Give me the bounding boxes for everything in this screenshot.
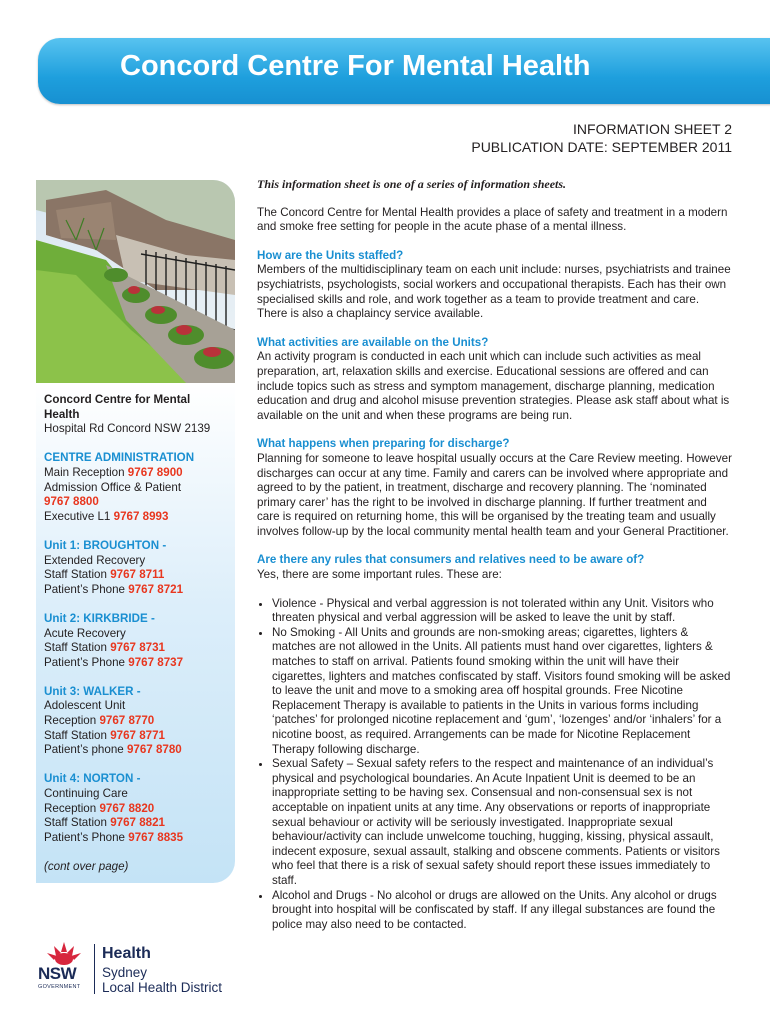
contact-line: Staff Station 9767 8821 (44, 816, 165, 830)
phone-number: 9767 8711 (110, 568, 165, 582)
publication-date: PUBLICATION DATE: SEPTEMBER 2011 (471, 139, 732, 155)
contact-line: Reception 9767 8820 (44, 801, 155, 815)
garden-illustration (36, 180, 235, 383)
contact-line: Reception 9767 8770 (44, 714, 155, 728)
phone-number: 9767 8800 (44, 495, 99, 509)
intro-paragraph: The Concord Centre for Mental Health provides a place of safety and treatment in a modern and smoke free setting for people in the acute phase of a mental illness. (257, 205, 728, 234)
contact-line: Staff Station 9767 8711 (44, 568, 165, 582)
section-text: An activity program is conducted in each unit which can include such activities as meal preparation, art, relaxation skills and exercise. Educational sessions are offered and can include topics such as stress and symptom management, discharge planning, medication education and drug and alcohol misuse prevention strategies. Please ask staff about what is available on the unit and when these programs are being run. (257, 350, 730, 422)
phone-number: 9767 8900 (127, 465, 183, 479)
phone-number: 9767 8731 (110, 641, 165, 655)
list-item: • Sexual Safety – Sexual safety refers to the respect and maintenance of an individual’s physical and psychological boundaries. An Acute Inpatient Unit is deemed to be an inappropriate setting to be having sex. Consensual and non-consensual sex is not acceptable on inpatient units at any time. Any observations or reports of inappropriate sexual behaviour or activity will be seriously investigated. Inappropriate sexual behaviour/activity can include unwelcome touching, hugging, kissing, physical assault, indecent exposure, sexual assault, stalking and obscene comments. Patients or visitors who feel that there is a risk of sexual safety should report these issues immediately to staff. (272, 757, 732, 888)
unit-type: Extended Recovery (44, 553, 146, 567)
rules-list (257, 597, 732, 933)
list-item: • Alcohol and Drugs - No alcohol or drugs are allowed on the Units. Any alcohol or drugs brought into hospital will be confiscated by staff. If any illegal substances are found the police may also need to be contacted. (272, 889, 732, 933)
waratah-icon (44, 940, 84, 966)
unit-heading: Unit 4: NORTON (44, 772, 134, 786)
section-heading: What happens when preparing for discharge? (257, 437, 510, 451)
logo-government: GOVERNMENT (38, 984, 81, 990)
section-heading: What activities are available on the Units? (257, 335, 489, 349)
logo-district-line1: Sydney (102, 965, 148, 980)
contact-line: Patient’s Phone 9767 8721 (44, 582, 184, 596)
contact-line: Patient’s Phone 9767 8835 (44, 830, 184, 844)
main-content (257, 177, 732, 932)
phone-number: 9767 8821 (110, 816, 165, 830)
contact-sidebar: Concord Centre for Mental Health Hospital Rd Concord NSW 2139 CENTRE ADMINISTRATION Main Reception 9767 8900 Admission Office & Patient 9767 8800 Executive L1 9767 8993 Unit 1: BROUGHTON - Extended Recovery Staff Station 9767 8711 Patient’s Phone 9767 8721 Unit 2: KIRKBRIDE - Acute Recovery Staff Station 9767 8731 Patient’s Phone 9767 8737 Unit 3: WALKER - Adolescent Unit Reception 9767 8770 Staff Station 9767 8771 Patient’s phone 9767 8780 Unit 4: NORTON - Continuing Care Reception 9767 8820 Staff Station 9767 8821 Patient’s Phone 9767 8835 (cont over page) (36, 383, 235, 883)
section-text: Yes, there are some important rules. These are: (257, 568, 502, 582)
logo-nsw: NSW (38, 964, 77, 983)
phone-number: 9767 8780 (126, 743, 182, 757)
list-item: • No Smoking - All Units and grounds are non-smoking areas; cigarettes, lighters & matches are not allowed in the Units. All patients must hand over cigarettes, lighters & matches to staff on arrival. Patients found smoking within the unit will have their cigarettes, lighters and matches confiscated by staff. Visitors found smoking will be asked to leave the unit and move to a smoking area off hospital grounds. Free Nicotine Replacement Therapy is available to patients in the Units in various forms including ‘patches’ for prolonged nicotine replacement and ‘gum’, ‘lozenges’ and/or ‘inhalers’ for a nicotine boost, as required. Arrangements can be made for Nicotine Replacement Therapy following discharge. (272, 626, 732, 757)
contact-line: Patient’s phone 9767 8780 (44, 743, 182, 757)
phone-number: 9767 8820 (99, 801, 155, 815)
info-sheet-number: INFORMATION SHEET 2 (573, 121, 732, 137)
admin-heading: CENTRE ADMINISTRATION (44, 451, 195, 465)
page-title: Concord Centre For Mental Health (120, 50, 591, 82)
unit-type: Acute Recovery (44, 626, 126, 640)
contact-line: Executive L1 9767 8993 (44, 509, 169, 523)
contact-line: Admission Office & Patient (44, 480, 182, 494)
centre-name: Concord Centre for Mental Health (44, 393, 191, 421)
unit-heading: Unit 2: KIRKBRIDE (44, 611, 148, 625)
phone-number: 9767 8771 (110, 728, 165, 742)
section-heading: Are there any rules that consumers and relatives need to be aware of? (257, 553, 645, 567)
list-item: • Violence - Physical and verbal aggression is not tolerated within any Unit. Visitors who threaten physical and verbal aggression will be asked to leave the unit by staff. (272, 597, 732, 626)
contact-line: Patient’s Phone 9767 8737 (44, 655, 184, 669)
contact-line: Main Reception 9767 8900 (44, 465, 183, 479)
continued-note: (cont over page) (44, 860, 129, 873)
phone-number: 9767 8993 (113, 509, 169, 523)
centre-address: Hospital Rd Concord NSW 2139 (44, 422, 211, 436)
section-text: Planning for someone to leave hospital usually occurs at the Care Review meeting. However discharges can occur at any time. Family and carers can be involved where appropriate and agreed to by the patient, in treatment, discharge and recovery planning. The ‘nominated primary carer’ has the right to be involved in discharge planning. If further treatment and care is required on returning home, this will be organised by the treating team and usually involves follow-up by the local community mental health team and your General Practitioner. (257, 451, 732, 538)
logo-district-line2: Local Health District (102, 980, 223, 995)
contact-line: Staff Station 9767 8731 (44, 641, 165, 655)
phone-number: 9767 8835 (128, 830, 184, 844)
title-banner (38, 38, 770, 104)
section-heading: How are the Units staffed? (257, 248, 404, 262)
garden-photo (36, 180, 235, 383)
unit-type: Adolescent Unit (44, 699, 126, 713)
contact-line: Staff Station 9767 8771 (44, 728, 165, 742)
phone-number: 9767 8737 (128, 655, 184, 669)
logo-health: Health (102, 945, 151, 962)
phone-number: 9767 8770 (99, 714, 155, 728)
phone-number: 9767 8721 (128, 582, 184, 596)
nsw-health-logo (38, 940, 268, 1000)
unit-heading: Unit 3: WALKER (44, 684, 134, 698)
logo-divider (94, 944, 95, 994)
unit-type: Continuing Care (44, 787, 128, 801)
unit-heading: Unit 1: BROUGHTON (44, 538, 160, 552)
intro-italic: This information sheet is one of a series of information sheets. (257, 177, 567, 191)
info-sheet-block (471, 120, 732, 156)
section-text: Members of the multidisciplinary team on each unit include: nurses, psychiatrists and trainee psychiatrists, psychologists, social workers and occupational therapists. Each has their own specialised skills and role, and work together as a team to provide treatment and care. There is also a chaplaincy service available. (257, 263, 731, 321)
